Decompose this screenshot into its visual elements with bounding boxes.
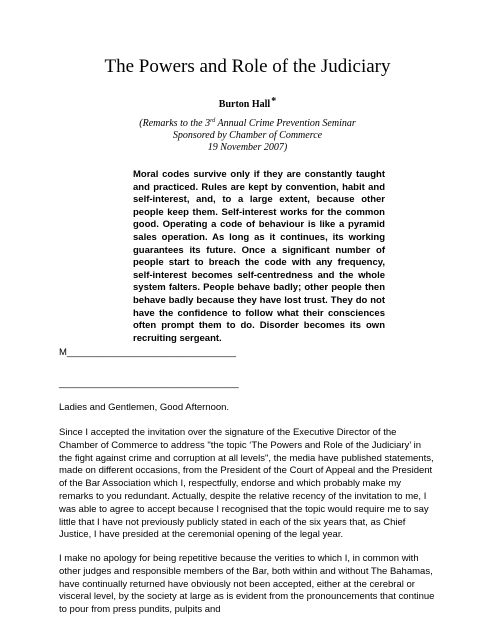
greeting: Ladies and Gentlemen, Good Afternoon. — [59, 402, 230, 413]
page-title: The Powers and Role of the Judiciary — [104, 56, 391, 77]
subtitle-line-2: Sponsored by Chamber of Commerce — [172, 130, 323, 141]
author-name: Burton Hall — [218, 99, 271, 110]
author-footnote-mark: * — [271, 96, 277, 107]
blank-line-m: M________________________________ — [59, 347, 236, 358]
subtitle-line-3: 19 November 2007) — [207, 142, 288, 153]
subtitle-line-1: (Remarks to the 3rd Annual Crime Prevention Seminar — [139, 118, 356, 129]
epigraph-quote: Moral codes survive only if they are constantly taught and practiced. Rules are kept by convention, habit and self-interest, and, to a large extent, because other people keep them. Self-interest works for the common good. Operating a code of behaviour is like a pyramid sales operation. As long as it continues, its working guarantees its future. Once a significant number of people start to breach the code with any frequency, self-interest becomes self-centredness and the whole system falters. People behave badly; other people then behave badly because they have lost trust. They do not have the confidence to follow what their consciences often prompt them to do. Disorder becomes its own recruiting sergeant. — [133, 169, 385, 344]
paragraph-1: Since I accepted the invitation over the signature of the Executive Director of the Chamber of Commerce to address "the topic ‘The Powers and Role of the Judiciary’ in the fight against crime and corruption at all levels", the media have published statements, made on different occasions, from the President of the Court of Appeal and the President of the Bar Association which I, respectfully, endorse and which probably make my remarks to you redundant. Actually, despite the relative recency of the invitation to me, I was able to agree to accept because I recognised that the topic would require me to say little that I have not previously publicly stated in each of the six years that, as Chief Justice, I have presided at the ceremonial opening of the legal year. — [59, 427, 434, 541]
blank-line: __________________________________ — [59, 378, 239, 389]
event-subtitle — [0, 115, 495, 154]
author-line — [0, 96, 495, 110]
paragraph-2: I make no apology for being repetitive because the verities to which I, in common with other judges and responsible members of the Bar, both within and without The Bahamas, have continually returned have obviously not been accepted, either at the cerebral or visceral level, by the society at large as is evident from the pronouncements that continue to pour from press pundits, pulpits and — [59, 553, 435, 616]
